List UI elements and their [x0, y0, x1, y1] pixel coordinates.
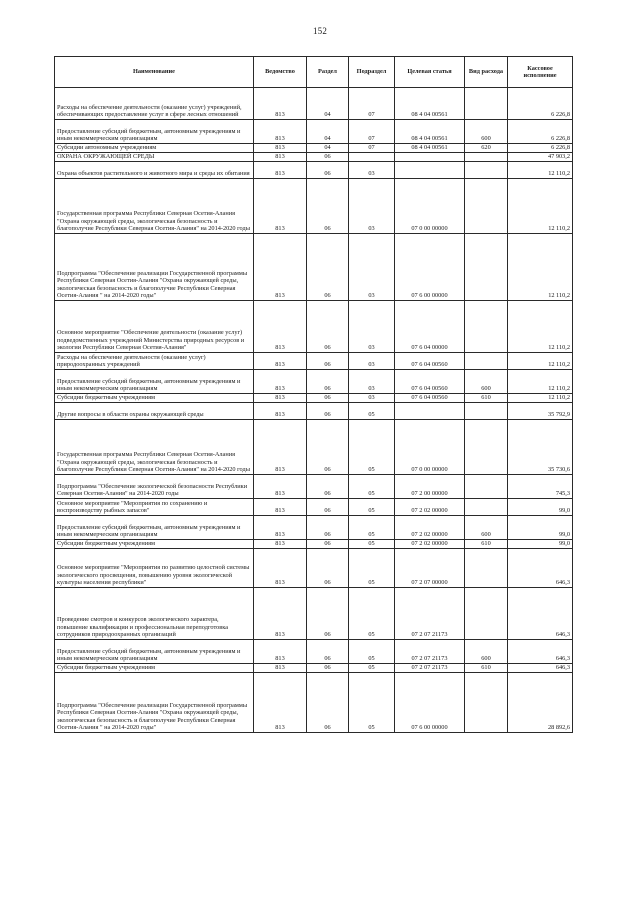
cell-cash-execution: 12 110,2	[508, 179, 573, 234]
cell-expense-type	[465, 588, 508, 640]
cell-subsection: 07	[349, 144, 395, 153]
table-row	[55, 301, 573, 353]
cell-expense-type: 600	[465, 370, 508, 394]
cell-subsection	[349, 153, 395, 162]
cell-expense-type	[465, 88, 508, 120]
cell-expense-type: 610	[465, 540, 508, 549]
cell-target-article	[395, 153, 465, 162]
cell-subsection: 03	[349, 394, 395, 403]
table-row	[55, 588, 573, 640]
cell-section: 04	[307, 88, 349, 120]
cell-expense-type	[465, 673, 508, 733]
cell-expense-type	[465, 234, 508, 301]
cell-section: 06	[307, 499, 349, 516]
table-row	[55, 403, 573, 420]
cell-name: Субсидии бюджетным учреждениям	[55, 540, 254, 549]
cell-target-article: 07 6 04 00000	[395, 301, 465, 353]
cell-expense-type	[465, 420, 508, 475]
cell-name: Основное мероприятие "Обеспечение деятельности (оказание услуг) подведомственных учреждений Министерства природных ресурсов и экологии Республики Северная Осетия-Алания"	[55, 301, 254, 353]
cell-section: 06	[307, 516, 349, 540]
cell-name: Расходы на обеспечение деятельности (оказание услуг) учреждений, обеспечивающих предоставление услуг в сфере лесных отношений	[55, 88, 254, 120]
cell-cash-execution: 99,0	[508, 540, 573, 549]
cell-subsection: 07	[349, 88, 395, 120]
cell-target-article: 07 2 07 00000	[395, 549, 465, 588]
cell-target-article: 07 6 04 00560	[395, 353, 465, 370]
cell-subsection: 05	[349, 516, 395, 540]
table-row	[55, 234, 573, 301]
cell-cash-execution: 28 892,6	[508, 673, 573, 733]
cell-cash-execution: 12 110,2	[508, 234, 573, 301]
table-header	[55, 57, 573, 88]
cell-section: 04	[307, 144, 349, 153]
cell-cash-execution: 35 730,6	[508, 420, 573, 475]
table-body	[55, 88, 573, 733]
cell-department: 813	[254, 516, 307, 540]
table-row	[55, 179, 573, 234]
table-row	[55, 475, 573, 499]
cell-expense-type	[465, 499, 508, 516]
cell-cash-execution: 12 110,2	[508, 370, 573, 394]
cell-cash-execution: 99,0	[508, 499, 573, 516]
cell-name: Проведение смотров и конкурсов экологического характера, повышение квалификации и профессиональная переподготовка сотрудников природоохранных организаций	[55, 588, 254, 640]
cell-name: Субсидии бюджетным учреждениям	[55, 394, 254, 403]
cell-target-article: 07 0 00 00000	[395, 179, 465, 234]
cell-name: Основное мероприятие "Мероприятия по развитию целостной системы экологического просвещения, повышению уровня экологической культуры населения республики"	[55, 549, 254, 588]
cell-cash-execution: 646,3	[508, 549, 573, 588]
column-header-name: Наименование	[55, 57, 254, 88]
cell-target-article: 07 6 00 00000	[395, 234, 465, 301]
cell-cash-execution: 6 226,8	[508, 88, 573, 120]
cell-subsection: 07	[349, 120, 395, 144]
cell-section: 06	[307, 420, 349, 475]
cell-subsection: 05	[349, 475, 395, 499]
cell-target-article: 07 6 04 00560	[395, 394, 465, 403]
cell-cash-execution: 99,0	[508, 516, 573, 540]
cell-subsection: 05	[349, 549, 395, 588]
cell-name: Подпрограмма "Обеспечение реализации Государственной программы Республики Северная Осетия-Алания "Охрана окружающей среды, экологическая безопасность и благополучие Республики Северная Осетия-Алания " на 2014-2020 годы"	[55, 673, 254, 733]
cell-name: Основное мероприятие "Мероприятия по сохранению и воспроизводству рыбных запасов"	[55, 499, 254, 516]
cell-cash-execution: 646,3	[508, 664, 573, 673]
cell-section: 06	[307, 234, 349, 301]
cell-section: 06	[307, 394, 349, 403]
cell-target-article: 07 2 07 21173	[395, 588, 465, 640]
cell-subsection: 05	[349, 403, 395, 420]
cell-name: Предоставление субсидий бюджетным, автономным учреждениям и иным некоммерческим организациям	[55, 516, 254, 540]
cell-section: 06	[307, 475, 349, 499]
cell-name: Подпрограмма "Обеспечение реализации Государственной программы Республики Северная Осетия-Алания "Охрана окружающей среды, экологическая безопасность и благополучие Республики Северная Осетия-Алания " на 2014-2020 годы"	[55, 234, 254, 301]
cell-expense-type: 600	[465, 120, 508, 144]
table-row	[55, 516, 573, 540]
cell-target-article: 07 2 02 00000	[395, 499, 465, 516]
cell-expense-type	[465, 301, 508, 353]
cell-cash-execution: 12 110,2	[508, 301, 573, 353]
cell-expense-type	[465, 162, 508, 179]
cell-expense-type: 620	[465, 144, 508, 153]
cell-section: 06	[307, 540, 349, 549]
cell-name: Субсидии автономным учреждениям	[55, 144, 254, 153]
cell-cash-execution: 6 226,8	[508, 120, 573, 144]
cell-name: Другие вопросы в области охраны окружающей среды	[55, 403, 254, 420]
cell-expense-type	[465, 475, 508, 499]
cell-department: 813	[254, 394, 307, 403]
cell-subsection: 05	[349, 673, 395, 733]
cell-subsection: 05	[349, 540, 395, 549]
cell-department: 813	[254, 549, 307, 588]
cell-target-article: 07 6 00 00000	[395, 673, 465, 733]
cell-section: 04	[307, 120, 349, 144]
table-row	[55, 153, 573, 162]
cell-expense-type	[465, 153, 508, 162]
cell-section: 06	[307, 588, 349, 640]
table-row	[55, 664, 573, 673]
cell-section: 06	[307, 549, 349, 588]
table-row	[55, 549, 573, 588]
cell-subsection: 05	[349, 420, 395, 475]
cell-subsection: 03	[349, 234, 395, 301]
cell-expense-type: 600	[465, 640, 508, 664]
column-header-expense-type: Вид расхода	[465, 57, 508, 88]
cell-subsection: 03	[349, 353, 395, 370]
column-header-section: Раздел	[307, 57, 349, 88]
cell-target-article: 07 2 00 00000	[395, 475, 465, 499]
cell-subsection: 03	[349, 370, 395, 394]
cell-target-article: 07 2 02 00000	[395, 540, 465, 549]
cell-department: 813	[254, 353, 307, 370]
cell-expense-type	[465, 549, 508, 588]
cell-section: 06	[307, 301, 349, 353]
cell-cash-execution: 6 226,8	[508, 144, 573, 153]
cell-department: 813	[254, 664, 307, 673]
cell-section: 06	[307, 353, 349, 370]
cell-section: 06	[307, 664, 349, 673]
cell-department: 813	[254, 403, 307, 420]
cell-cash-execution: 646,3	[508, 588, 573, 640]
cell-expense-type: 610	[465, 664, 508, 673]
budget-table	[54, 56, 573, 733]
cell-target-article: 08 4 04 00561	[395, 144, 465, 153]
table-row	[55, 540, 573, 549]
cell-target-article	[395, 162, 465, 179]
cell-name: Субсидии бюджетным учреждениям	[55, 664, 254, 673]
header-row	[55, 57, 573, 88]
cell-section: 06	[307, 673, 349, 733]
table-row	[55, 420, 573, 475]
cell-section: 06	[307, 640, 349, 664]
cell-target-article: 07 2 07 21173	[395, 664, 465, 673]
cell-department: 813	[254, 420, 307, 475]
cell-department: 813	[254, 301, 307, 353]
cell-name: Предоставление субсидий бюджетным, автономным учреждениям и иным некоммерческим организациям	[55, 120, 254, 144]
table-row	[55, 640, 573, 664]
cell-department: 813	[254, 234, 307, 301]
page-number: 152	[312, 26, 328, 36]
cell-cash-execution: 12 110,2	[508, 162, 573, 179]
column-header-department: Ведомство	[254, 57, 307, 88]
table-row	[55, 88, 573, 120]
cell-section: 06	[307, 179, 349, 234]
cell-name: Государственная программа Республики Северная Осетия-Алания "Охрана окружающей среды, экологическая безопасность и благополучие Республики Северная Осетия-Алания" на 2014-2020 годы	[55, 179, 254, 234]
cell-cash-execution: 12 110,2	[508, 394, 573, 403]
cell-department: 813	[254, 475, 307, 499]
cell-department: 813	[254, 153, 307, 162]
table-row	[55, 353, 573, 370]
cell-cash-execution: 646,3	[508, 640, 573, 664]
cell-department: 813	[254, 88, 307, 120]
cell-section: 06	[307, 162, 349, 179]
cell-name: Предоставление субсидий бюджетным, автономным учреждениям и иным некоммерческим организациям	[55, 640, 254, 664]
cell-subsection: 03	[349, 162, 395, 179]
cell-department: 813	[254, 370, 307, 394]
cell-department: 813	[254, 499, 307, 516]
cell-department: 813	[254, 144, 307, 153]
cell-expense-type	[465, 403, 508, 420]
cell-target-article: 07 0 00 00000	[395, 420, 465, 475]
cell-department: 813	[254, 120, 307, 144]
table-row	[55, 673, 573, 733]
table-row	[55, 394, 573, 403]
table-row	[55, 120, 573, 144]
cell-department: 813	[254, 640, 307, 664]
cell-section: 06	[307, 403, 349, 420]
cell-cash-execution: 47 903,2	[508, 153, 573, 162]
table-row	[55, 144, 573, 153]
cell-name: ОХРАНА ОКРУЖАЮЩЕЙ СРЕДЫ	[55, 153, 254, 162]
cell-expense-type	[465, 353, 508, 370]
cell-name: Государственная программа Республики Северная Осетия-Алания "Охрана окружающей среды, экологическая безопасность и благополучие Республики Северная Осетия-Алания" на 2014-2020 годы	[55, 420, 254, 475]
cell-target-article: 07 2 07 21173	[395, 640, 465, 664]
cell-department: 813	[254, 540, 307, 549]
column-header-target-article: Целевая статья	[395, 57, 465, 88]
cell-target-article: 07 2 02 00000	[395, 516, 465, 540]
cell-subsection: 03	[349, 179, 395, 234]
cell-name: Предоставление субсидий бюджетным, автономным учреждениям и иным некоммерческим организациям	[55, 370, 254, 394]
cell-subsection: 05	[349, 588, 395, 640]
cell-section: 06	[307, 370, 349, 394]
cell-cash-execution: 12 110,2	[508, 353, 573, 370]
cell-subsection: 03	[349, 301, 395, 353]
cell-cash-execution: 745,3	[508, 475, 573, 499]
cell-subsection: 05	[349, 640, 395, 664]
cell-target-article: 07 6 04 00560	[395, 370, 465, 394]
cell-name: Охрана объектов растительного и животного мира и среды их обитания	[55, 162, 254, 179]
cell-department: 813	[254, 179, 307, 234]
cell-target-article: 08 4 04 00561	[395, 120, 465, 144]
cell-department: 813	[254, 673, 307, 733]
cell-expense-type	[465, 179, 508, 234]
cell-subsection: 05	[349, 499, 395, 516]
cell-expense-type: 610	[465, 394, 508, 403]
cell-subsection: 05	[349, 664, 395, 673]
cell-name: Подпрограмма "Обеспечение экологической безопасности Республики Северная Осетия-Алания" на 2014-2020 годы	[55, 475, 254, 499]
cell-expense-type: 600	[465, 516, 508, 540]
cell-department: 813	[254, 162, 307, 179]
cell-section: 06	[307, 153, 349, 162]
cell-name: Расходы на обеспечение деятельности (оказание услуг) природоохранных учреждений	[55, 353, 254, 370]
cell-target-article	[395, 403, 465, 420]
table-row	[55, 499, 573, 516]
cell-cash-execution: 35 792,9	[508, 403, 573, 420]
cell-department: 813	[254, 588, 307, 640]
table-row	[55, 162, 573, 179]
table-row	[55, 370, 573, 394]
cell-target-article: 08 4 04 00561	[395, 88, 465, 120]
column-header-cash-execution: Кассовое исполнение	[508, 57, 573, 88]
column-header-subsection: Подраздел	[349, 57, 395, 88]
